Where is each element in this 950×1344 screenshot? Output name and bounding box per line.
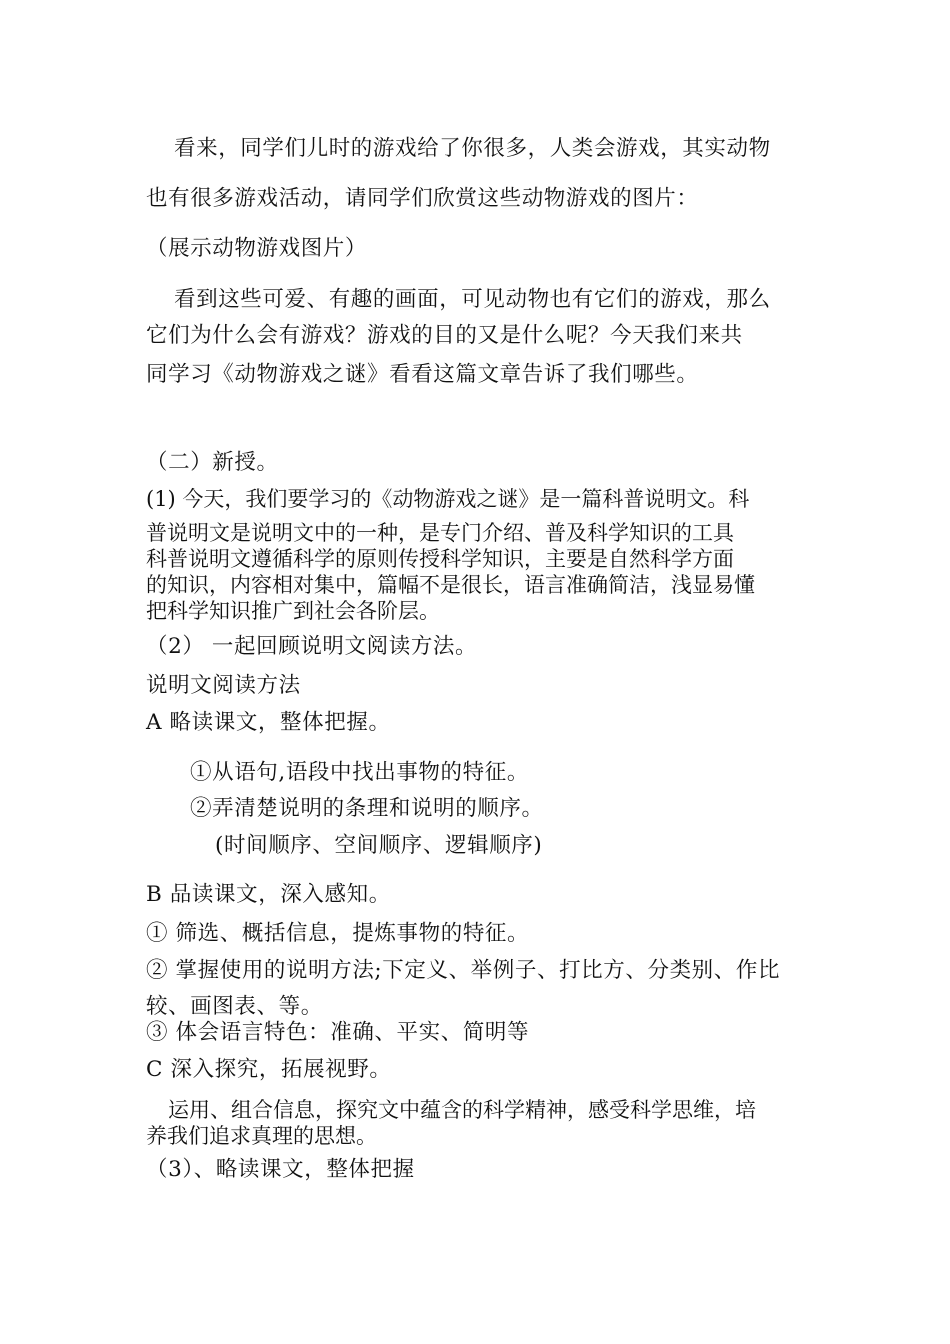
section-heading: （二）新授。	[146, 450, 279, 475]
paragraph-line: 养我们追求真理的思想。	[146, 1124, 377, 1148]
list-item: ③ 体会语言特色：准确、平实、简明等	[146, 1020, 530, 1045]
paragraph-line: （展示动物游戏图片）	[146, 236, 368, 261]
list-heading: B 品读课文，深入感知。	[146, 882, 391, 907]
paragraph-line: 的知识，内容相对集中，篇幅不是很长，语言准确简洁，浅显易懂	[146, 573, 755, 597]
sub-heading: 说明文阅读方法	[146, 673, 301, 698]
paragraph-line: 运用、组合信息，探究文中蕴含的科学精神，感受科学思维，培	[168, 1098, 756, 1122]
sub-heading: （2） 一起回顾说明文阅读方法。	[146, 634, 478, 659]
list-item: ①从语句,语段中找出事物的特征。	[190, 760, 529, 785]
paragraph-line: 也有很多游戏活动，请同学们欣赏这些动物游戏的图片：	[146, 186, 699, 211]
paragraph-line: 同学习《动物游戏之谜》看看这篇文章告诉了我们哪些。	[146, 362, 699, 387]
paragraph-line: 它们为什么会有游戏？游戏的目的又是什么呢？今天我们来共	[146, 323, 743, 348]
paragraph-line: 看来，同学们儿时的游戏给了你很多，人类会游戏，其实动物	[174, 136, 771, 161]
list-item-note: (时间顺序、空间顺序、逻辑顺序)	[215, 833, 543, 858]
list-heading: C 深入探究，拓展视野。	[146, 1057, 392, 1082]
paragraph-line: 科普说明文遵循科学的原则传授科学知识，主要是自然科学方面	[146, 547, 734, 571]
list-item: ② 掌握使用的说明方法;下定义、举例子、打比方、分类别、作比	[146, 958, 781, 983]
list-item: ②弄清楚说明的条理和说明的顺序。	[190, 796, 544, 821]
paragraph-line: (1) 今天，我们要学习的《动物游戏之谜》是一篇科普说明文。科	[146, 487, 750, 511]
list-heading: A 略读课文，整体把握。	[146, 710, 391, 735]
paragraph-line: 把科学知识推广到社会各阶层。	[146, 599, 440, 623]
list-item: 较、画图表、等。	[146, 994, 323, 1019]
list-item: ① 筛选、概括信息，提炼事物的特征。	[146, 921, 530, 946]
paragraph-line: 普说明文是说明文中的一种，是专门介绍、普及科学知识的工具	[146, 521, 734, 545]
sub-heading: （3）、略读课文，整体把握	[146, 1157, 415, 1182]
paragraph-line: 看到这些可爱、有趣的画面，可见动物也有它们的游戏，那么	[174, 287, 771, 312]
